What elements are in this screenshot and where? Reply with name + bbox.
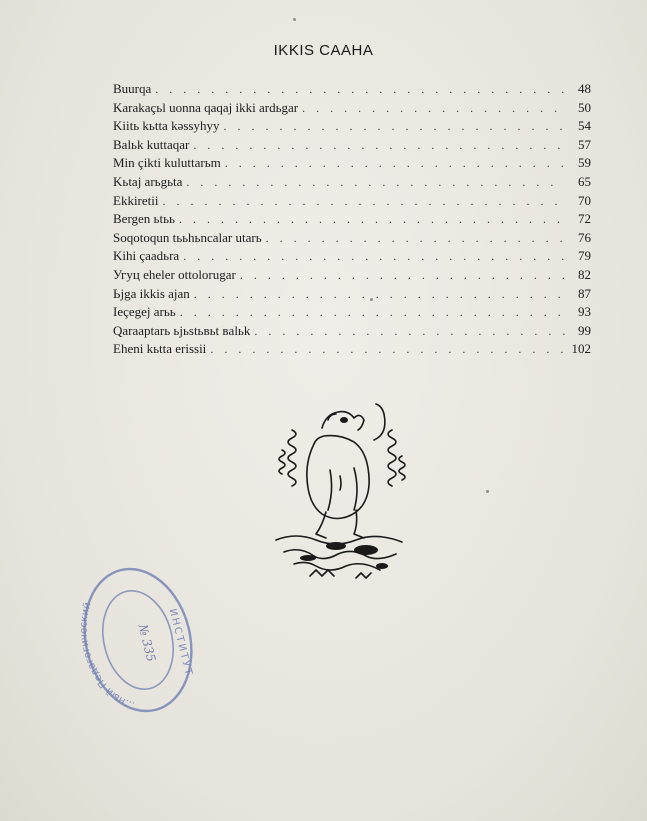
toc-entry-title: Bergen ьtьь [113, 211, 175, 227]
toc-entry [113, 173, 591, 192]
toc-entry [113, 99, 591, 118]
stamp-number: № 335 [135, 622, 159, 664]
toc-entry-page: 65 [578, 173, 591, 189]
toc-entry [113, 322, 591, 341]
toc-entry-title: Qaraaptarь ьjьstьвьt вalьk [113, 322, 251, 338]
toc-entry [113, 340, 591, 359]
toc-entry-page: 50 [578, 99, 591, 115]
stamp-institute-text: ИНСТИТУТ [166, 607, 195, 679]
toc-entry-page: 76 [578, 229, 591, 245]
toc-entry-title: Ьjga ikkis ajan [113, 285, 190, 301]
toc-entry-page: 54 [578, 118, 591, 134]
print-speck [486, 490, 489, 493]
toc-entry [113, 192, 591, 211]
toc-entry-title: Soqotoqun tььhьncalar utarь [113, 229, 262, 245]
toc-entry [113, 80, 591, 99]
toc-entry-page: 79 [578, 248, 591, 264]
toc-leader-dots [223, 118, 565, 136]
toc-entry [113, 285, 591, 304]
toc-entry [113, 229, 591, 248]
toc-leader-dots [194, 286, 565, 304]
toc-leader-dots [210, 341, 565, 359]
toc-leader-dots [163, 193, 566, 211]
toc-leader-dots [183, 248, 565, 266]
toc-entry [113, 210, 591, 229]
toc-leader-dots [186, 174, 565, 192]
toc-entry-page: 70 [578, 192, 591, 208]
toc-entry-title: Karakaçьl uonna qaqaj ikki ardьgar [113, 99, 299, 115]
toc-entry [113, 303, 591, 322]
toc-entry-page: 99 [578, 322, 591, 338]
toc-entry-page: 59 [578, 155, 591, 171]
toc-entry-page: 87 [578, 285, 591, 301]
toc-entry-title: Kihi çaadьra [113, 248, 180, 264]
toc-entry-title: Buurqa [113, 81, 152, 96]
toc-entry-title: Kiitь kьtta kəssyhyy [113, 118, 220, 134]
print-speck [293, 18, 296, 21]
toc-entry [113, 266, 591, 285]
toc-entry-title: Ekkiretii [113, 192, 159, 208]
toc-entry [113, 117, 591, 136]
toc-entry-page: 48 [578, 81, 591, 96]
toc-entry-title: Eheni kьtta erissii [113, 341, 207, 357]
page-heading: IKKIS CAAHA [273, 42, 374, 59]
toc-leader-dots [240, 267, 565, 285]
stamp-ring-text: ...ный Педагогический [78, 601, 136, 711]
toc-entry-title: Min çikti kuluttarьm [113, 155, 221, 171]
toc-entry-page: 72 [578, 211, 591, 227]
toc-entry-title: Угуц eheler ottolorugar [113, 266, 236, 282]
toc-entry-page: 93 [578, 304, 591, 320]
table-of-contents [113, 80, 591, 359]
toc-leader-dots [180, 304, 565, 322]
toc-entry-title: Ieçegej arьь [113, 304, 176, 320]
toc-entry [113, 154, 591, 173]
toc-leader-dots [266, 230, 565, 248]
toc-leader-dots [225, 155, 565, 173]
toc-leader-dots [155, 81, 565, 99]
bear-illustration [270, 400, 410, 590]
toc-leader-dots [302, 100, 565, 118]
toc-entry [113, 247, 591, 266]
toc-entry-page: 57 [578, 136, 591, 152]
toc-leader-dots [193, 137, 565, 155]
toc-entry [113, 136, 591, 155]
toc-entry-page: 102 [571, 341, 591, 357]
toc-leader-dots [179, 211, 565, 229]
toc-entry-title: Balьk kuttaqar [113, 136, 190, 152]
toc-entry-title: Kьtaj arьgьta [113, 173, 183, 189]
print-speck [370, 298, 373, 301]
toc-leader-dots [254, 323, 565, 341]
toc-entry-page: 82 [578, 266, 591, 282]
library-stamp [78, 560, 198, 720]
